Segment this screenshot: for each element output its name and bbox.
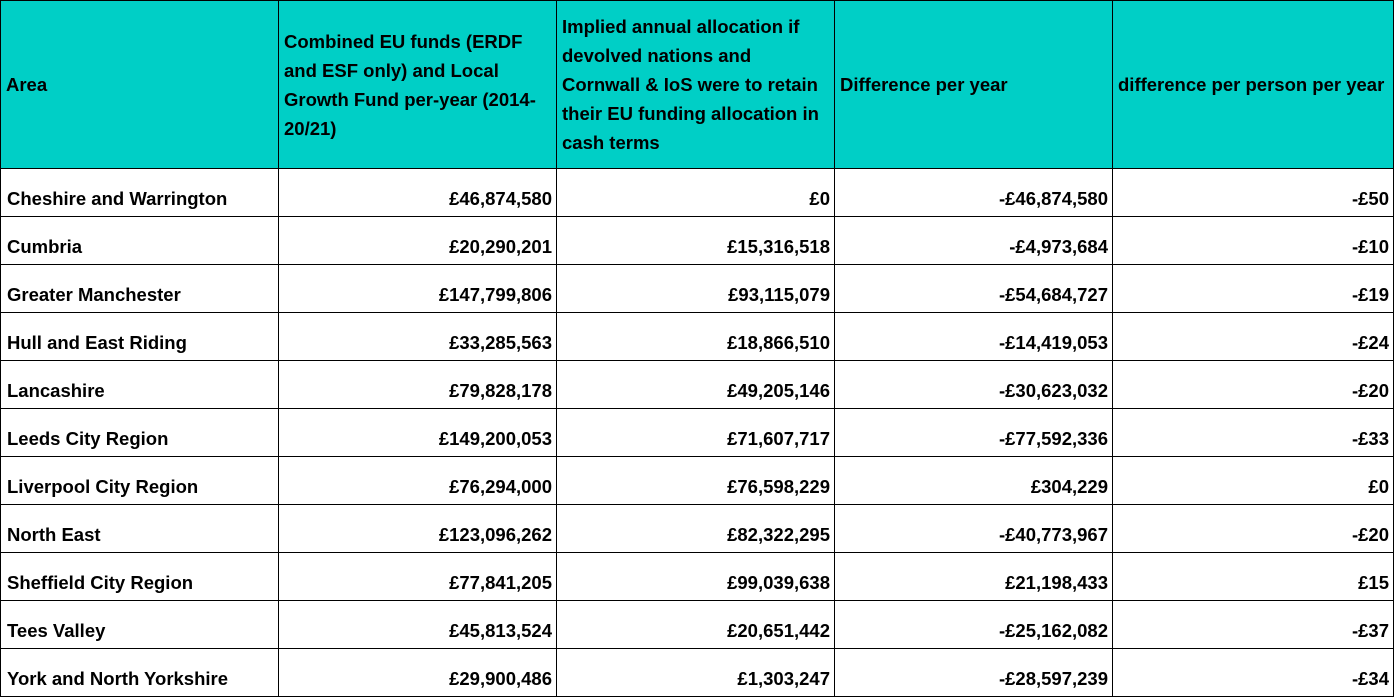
difference-per-year-cell: -£77,592,336: [835, 409, 1113, 457]
difference-per-year-cell: -£28,597,239: [835, 649, 1113, 697]
difference-per-person-cell: -£50: [1113, 169, 1394, 217]
implied-allocation-cell: £20,651,442: [557, 601, 835, 649]
area-cell: North East: [1, 505, 279, 553]
area-cell: Lancashire: [1, 361, 279, 409]
table-row: [1, 169, 1394, 217]
difference-per-person-cell: -£20: [1113, 361, 1394, 409]
difference-per-person-cell: -£19: [1113, 265, 1394, 313]
combined-funds-cell: £123,096,262: [279, 505, 557, 553]
table-row: [1, 409, 1394, 457]
combined-funds-cell: £79,828,178: [279, 361, 557, 409]
difference-per-person-cell: £0: [1113, 457, 1394, 505]
area-cell: Leeds City Region: [1, 409, 279, 457]
table-row: [1, 505, 1394, 553]
area-cell: Liverpool City Region: [1, 457, 279, 505]
implied-allocation-cell: £1,303,247: [557, 649, 835, 697]
header-difference-per-person: difference per person per year: [1113, 1, 1394, 169]
difference-per-year-cell: -£25,162,082: [835, 601, 1113, 649]
difference-per-person-cell: -£37: [1113, 601, 1394, 649]
difference-per-year-cell: -£30,623,032: [835, 361, 1113, 409]
area-cell: Cumbria: [1, 217, 279, 265]
implied-allocation-cell: £0: [557, 169, 835, 217]
implied-allocation-cell: £99,039,638: [557, 553, 835, 601]
area-cell: Hull and East Riding: [1, 313, 279, 361]
area-cell: Cheshire and Warrington: [1, 169, 279, 217]
header-combined-eu-funds: Combined EU funds (ERDF and ESF only) and Local Growth Fund per-year (2014-20/21): [279, 1, 557, 169]
implied-allocation-cell: £49,205,146: [557, 361, 835, 409]
combined-funds-cell: £33,285,563: [279, 313, 557, 361]
difference-per-year-cell: -£4,973,684: [835, 217, 1113, 265]
table-row: [1, 265, 1394, 313]
combined-funds-cell: £149,200,053: [279, 409, 557, 457]
header-row: [1, 1, 1394, 169]
difference-per-year-cell: £304,229: [835, 457, 1113, 505]
difference-per-person-cell: -£33: [1113, 409, 1394, 457]
difference-per-year-cell: -£40,773,967: [835, 505, 1113, 553]
table-body: [1, 169, 1394, 697]
combined-funds-cell: £76,294,000: [279, 457, 557, 505]
table-row: [1, 553, 1394, 601]
table-row: [1, 601, 1394, 649]
area-cell: Sheffield City Region: [1, 553, 279, 601]
area-cell: Greater Manchester: [1, 265, 279, 313]
combined-funds-cell: £77,841,205: [279, 553, 557, 601]
table-row: [1, 217, 1394, 265]
header-difference-per-year: Difference per year: [835, 1, 1113, 169]
combined-funds-cell: £147,799,806: [279, 265, 557, 313]
difference-per-year-cell: -£14,419,053: [835, 313, 1113, 361]
difference-per-person-cell: -£24: [1113, 313, 1394, 361]
header-implied-annual-allocation: Implied annual allocation if devolved nations and Cornwall & IoS were to retain their EU funding allocation in cash terms: [557, 1, 835, 169]
implied-allocation-cell: £18,866,510: [557, 313, 835, 361]
difference-per-year-cell: £21,198,433: [835, 553, 1113, 601]
table-row: [1, 313, 1394, 361]
table-row: [1, 649, 1394, 697]
implied-allocation-cell: £71,607,717: [557, 409, 835, 457]
header-area: Area: [1, 1, 279, 169]
difference-per-person-cell: £15: [1113, 553, 1394, 601]
combined-funds-cell: £45,813,524: [279, 601, 557, 649]
difference-per-person-cell: -£10: [1113, 217, 1394, 265]
difference-per-person-cell: -£34: [1113, 649, 1394, 697]
table-row: [1, 361, 1394, 409]
combined-funds-cell: £29,900,486: [279, 649, 557, 697]
implied-allocation-cell: £82,322,295: [557, 505, 835, 553]
combined-funds-cell: £20,290,201: [279, 217, 557, 265]
difference-per-person-cell: -£20: [1113, 505, 1394, 553]
table-row: [1, 457, 1394, 505]
difference-per-year-cell: -£54,684,727: [835, 265, 1113, 313]
implied-allocation-cell: £15,316,518: [557, 217, 835, 265]
area-cell: York and North Yorkshire: [1, 649, 279, 697]
implied-allocation-cell: £76,598,229: [557, 457, 835, 505]
implied-allocation-cell: £93,115,079: [557, 265, 835, 313]
difference-per-year-cell: -£46,874,580: [835, 169, 1113, 217]
combined-funds-cell: £46,874,580: [279, 169, 557, 217]
area-cell: Tees Valley: [1, 601, 279, 649]
